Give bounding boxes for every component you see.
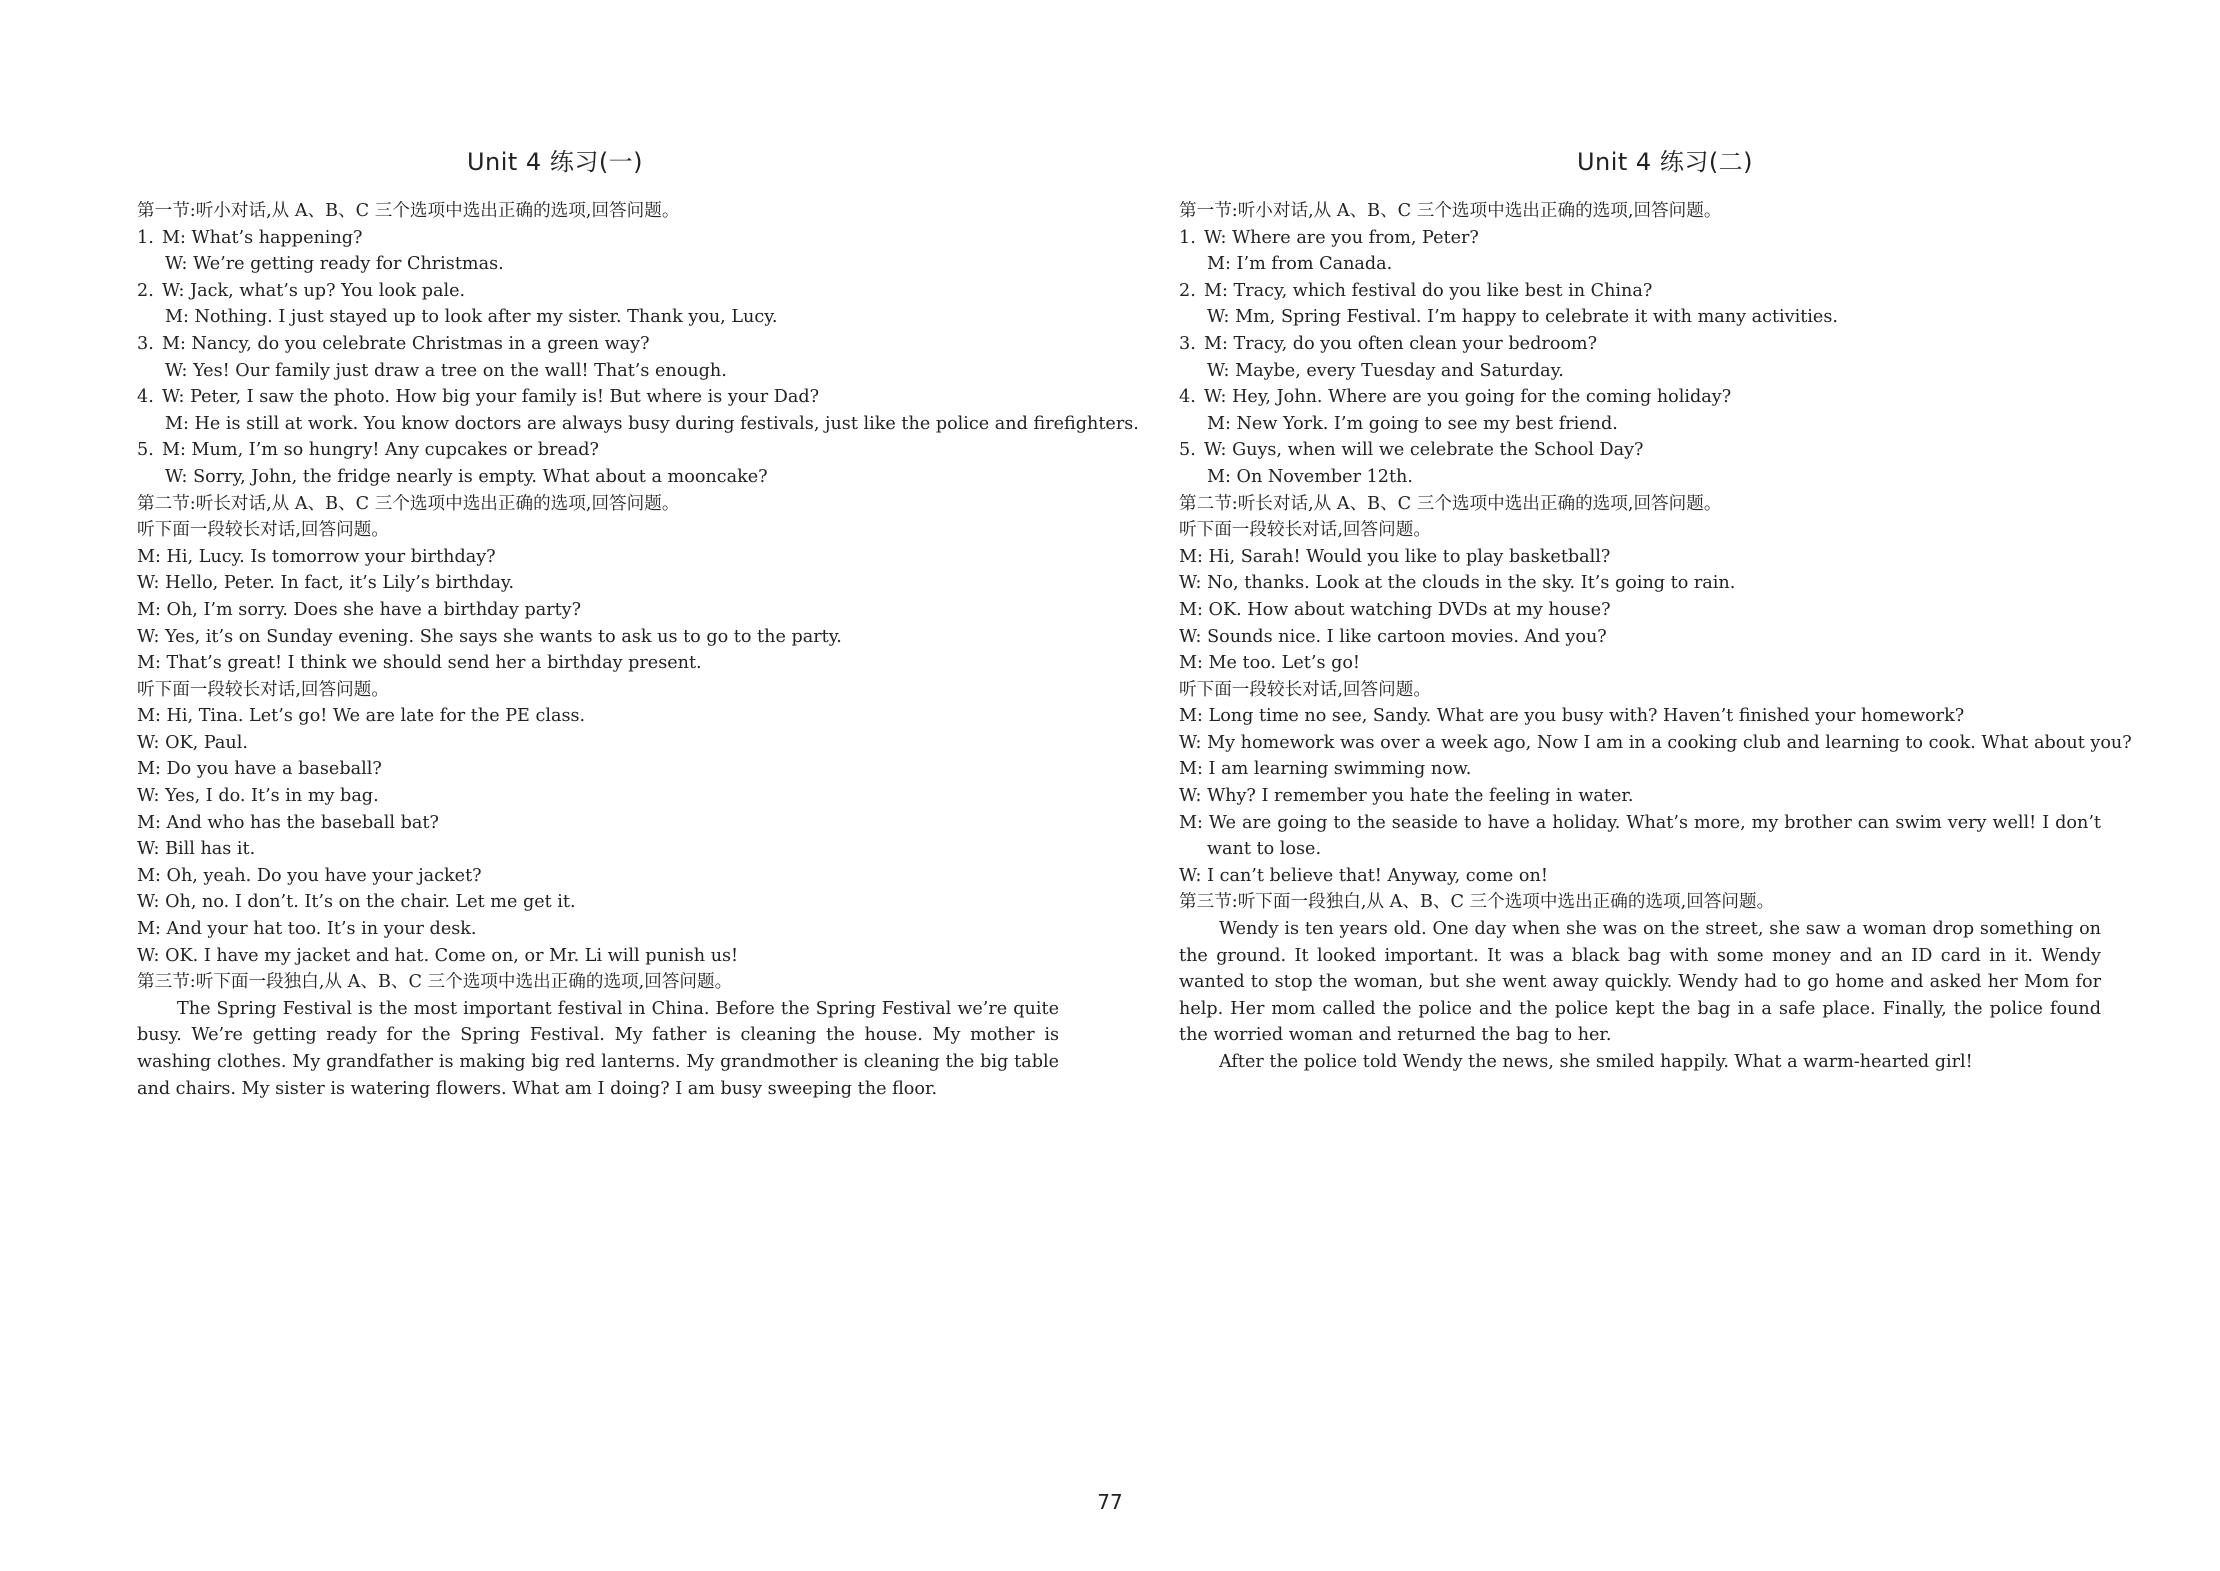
question-1-line-a: M: What’s happening? <box>162 227 363 248</box>
dialogue-2-intro: 听下面一段较长对话,回答问题。 <box>1179 679 1431 700</box>
question-1: 1. M: What’s happening? <box>137 227 363 248</box>
dialogue-line: W: My homework was over a week ago, Now I am in a cooking club and learning to cook. What about you? <box>1179 732 2132 753</box>
question-4-line-b: M: He is still at work. You know doctors are always busy during festivals, just like the police and firefighters. <box>165 413 1139 434</box>
dialogue-line: M: That’s great! I think we should send her a birthday present. <box>137 653 702 674</box>
dialogue-line: W: Yes, I do. It’s in my bag. <box>137 786 379 807</box>
dialogue-line: M: Hi, Tina. Let’s go! We are late for the PE class. <box>137 706 586 727</box>
page-number: 77 <box>1097 1490 1123 1514</box>
question-2-line-b: W: Mm, Spring Festival. I’m happy to celebrate it with many activities. <box>1207 307 1838 328</box>
section-2-heading: 第二节:听长对话,从 A、B、C 三个选项中选出正确的选项,回答问题。 <box>137 493 680 514</box>
left-page-title: Unit 4 练习(一) <box>466 148 644 176</box>
section-3-heading: 第三节:听下面一段独白,从 A、B、C 三个选项中选出正确的选项,回答问题。 <box>137 972 733 993</box>
question-4-line-a: W: Hey, John. Where are you going for the coming holiday? <box>1204 387 1732 408</box>
dialogue-line: W: Yes, it’s on Sunday evening. She says she wants to ask us to go to the party. <box>137 626 842 647</box>
dialogue-line: M: Do you have a baseball? <box>137 759 382 780</box>
question-5: 5. W: Guys, when will we celebrate the School Day? <box>1179 440 1644 461</box>
dialogue-line: W: Why? I remember you hate the feeling in water. <box>1179 786 1634 807</box>
dialogue-line: M: And who has the baseball bat? <box>137 812 439 833</box>
question-5: 5. M: Mum, I’m so hungry! Any cupcakes or bread? <box>137 440 599 461</box>
dialogue-line: W: Oh, no. I don’t. It’s on the chair. Let me get it. <box>137 892 576 913</box>
question-3: 3. M: Tracy, do you often clean your bedroom? <box>1179 333 1598 354</box>
left-page-content <box>137 198 1139 1102</box>
section-3-heading: 第三节:听下面一段独白,从 A、B、C 三个选项中选出正确的选项,回答问题。 <box>1179 892 1775 913</box>
monologue-paragraph: The Spring Festival is the most important festival in China. Before the Spring Festival we’re quite busy. We’re getting ready for the Spring Festival. My father is cleaning the house. My mother is washing clothes. My grandfather is making big red lanterns. My grandmother is cleaning the big table and chairs. My sister is watering flowers. What am I doing? I am busy sweeping the floor. <box>137 998 1059 1099</box>
dialogue-line: M: Hi, Lucy. Is tomorrow your birthday? <box>137 546 496 567</box>
question-1: 1. W: Where are you from, Peter? <box>1179 227 1479 248</box>
dialogue-line: W: Bill has it. <box>137 839 256 860</box>
right-page-content <box>1179 198 2132 1076</box>
dialogue-2-intro: 听下面一段较长对话,回答问题。 <box>137 679 389 700</box>
question-1-line-b: W: We’re getting ready for Christmas. <box>165 254 504 275</box>
dialogue-line: M: Me too. Let’s go! <box>1179 653 1360 674</box>
question-4-line-a: W: Peter, I saw the photo. How big your family is! But where is your Dad? <box>162 387 820 408</box>
monologue-paragraph-1: Wendy is ten years old. One day when she was on the street, she saw a woman drop something on the ground. It looked important. It was a black bag with some money and an ID card in it. Wendy wanted to stop the woman, but she went away quickly. Wendy had to go home and asked her Mom for help. Her mom called the police and the police kept the bag in a safe place. Finally, the police found the worried woman and returned the bag to her. <box>1179 919 2101 1046</box>
dialogue-1-intro: 听下面一段较长对话,回答问题。 <box>137 520 389 541</box>
dialogue-line: M: I am learning swimming now. <box>1179 759 1472 780</box>
dialogue-line: W: I can’t believe that! Anyway, come on! <box>1179 865 1548 886</box>
question-3-line-b: W: Maybe, every Tuesday and Saturday. <box>1207 360 1564 381</box>
dialogue-line: W: OK. I have my jacket and hat. Come on, or Mr. Li will punish us! <box>137 945 739 966</box>
question-5-line-b: M: On November 12th. <box>1207 466 1413 487</box>
dialogue-line: M: And your hat too. It’s in your desk. <box>137 919 477 940</box>
question-3: 3. M: Nancy, do you celebrate Christmas in a green way? <box>137 333 650 354</box>
question-4: 4. W: Peter, I saw the photo. How big your family is! But where is your Dad? <box>137 387 820 408</box>
right-page <box>1110 0 2220 1571</box>
dialogue-line: M: Oh, yeah. Do you have your jacket? <box>137 865 482 886</box>
right-page-title: Unit 4 练习(二) <box>1576 148 1754 176</box>
question-2-line-b: M: Nothing. I just stayed up to look after my sister. Thank you, Lucy. <box>165 307 778 328</box>
question-2-line-a: M: Tracy, which festival do you like best in China? <box>1204 280 1653 301</box>
question-2: 2. W: Jack, what’s up? You look pale. <box>137 280 466 301</box>
section-1-heading: 第一节:听小对话,从 A、B、C 三个选项中选出正确的选项,回答问题。 <box>137 201 680 221</box>
dialogue-line: W: No, thanks. Look at the clouds in the sky. It’s going to rain. <box>1179 573 1736 594</box>
section-2-heading: 第二节:听长对话,从 A、B、C 三个选项中选出正确的选项,回答问题。 <box>1179 493 1722 514</box>
dialogue-line: M: OK. How about watching DVDs at my house? <box>1179 599 1611 620</box>
dialogue-line: M: Long time no see, Sandy. What are you busy with? Haven’t finished your homework? <box>1179 706 1965 727</box>
dialogue-line: M: Oh, I’m sorry. Does she have a birthday party? <box>137 599 582 620</box>
question-5-line-a: M: Mum, I’m so hungry! Any cupcakes or bread? <box>162 440 599 461</box>
question-1-line-b: M: I’m from Canada. <box>1207 254 1393 275</box>
dialogue-line: W: Sounds nice. I like cartoon movies. And you? <box>1179 626 1607 647</box>
question-1-line-a: W: Where are you from, Peter? <box>1204 227 1479 248</box>
section-1-heading: 第一节:听小对话,从 A、B、C 三个选项中选出正确的选项,回答问题。 <box>1179 201 1722 221</box>
dialogue-1-intro: 听下面一段较长对话,回答问题。 <box>1179 520 1431 541</box>
question-3-line-a: M: Nancy, do you celebrate Christmas in a green way? <box>162 333 650 354</box>
question-3-line-b: W: Yes! Our family just draw a tree on the wall! That’s enough. <box>165 360 727 381</box>
monologue-paragraph-2: After the police told Wendy the news, she smiled happily. What a warm-hearted girl! <box>1219 1052 1973 1072</box>
question-3-line-a: M: Tracy, do you often clean your bedroom? <box>1204 333 1598 354</box>
question-4-line-b: M: New York. I’m going to see my best friend. <box>1207 413 1618 434</box>
dialogue-line: W: OK, Paul. <box>137 732 248 753</box>
dialogue-line: M: Hi, Sarah! Would you like to play basketball? <box>1179 546 1611 567</box>
question-5-line-b: W: Sorry, John, the fridge nearly is empty. What about a mooncake? <box>165 466 768 487</box>
dialogue-line: W: Hello, Peter. In fact, it’s Lily’s birthday. <box>137 573 515 594</box>
question-4: 4. W: Hey, John. Where are you going for the coming holiday? <box>1179 387 1732 408</box>
question-2: 2. M: Tracy, which festival do you like best in China? <box>1179 280 1653 301</box>
question-2-line-a: W: Jack, what’s up? You look pale. <box>162 280 466 301</box>
dialogue-line: M: We are going to the seaside to have a holiday. What’s more, my brother can swim very well! I don’t want to lose. <box>1179 812 2101 860</box>
question-5-line-a: W: Guys, when will we celebrate the School Day? <box>1204 440 1644 461</box>
